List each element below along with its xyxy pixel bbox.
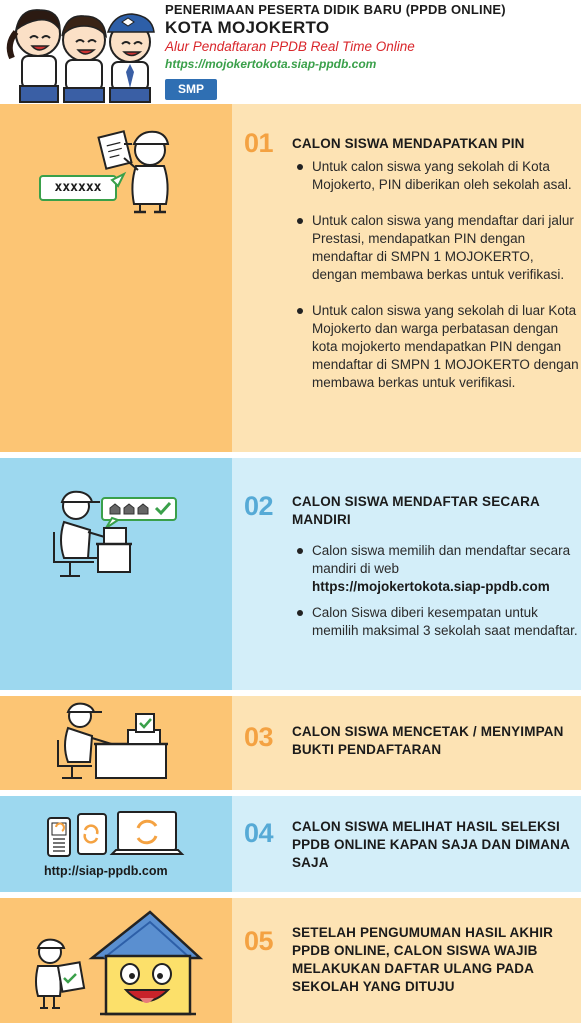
step-03-illustration xyxy=(0,696,232,790)
registration-url-link[interactable]: https://mojokertokota.siap-ppdb.com xyxy=(312,579,550,594)
step-02 xyxy=(0,458,581,690)
step-03-content xyxy=(232,696,581,790)
step-05 xyxy=(0,898,581,1023)
students-illustration-icon xyxy=(2,0,162,104)
step-01-bullets xyxy=(292,158,581,392)
list-item: Untuk calon siswa yang sekolah di luar Kota Mojokerto dan warga perbatasan dengan kota mojokerto mendapatkan PIN dengan mendaftar di SMPN 1 MOJOKERTO dengan membawa berkas untuk verifikasi. xyxy=(292,302,581,392)
step-05-content xyxy=(232,898,581,1023)
step-02-number: 02 xyxy=(244,491,274,521)
step-05-number: 05 xyxy=(244,926,274,956)
list-item: Untuk calon siswa yang mendaftar dari jalur Prestasi, mendapatkan PIN dengan mendaftar di SMPN 1 MOJOKERTO, dengan membawa berkas untuk verifikasi. xyxy=(292,212,581,284)
siap-ppdb-url-label: http://siap-ppdb.com xyxy=(44,864,168,878)
list-item: Untuk calon siswa yang sekolah di Kota Mojokerto, PIN diberikan oleh sekolah asal. xyxy=(292,158,581,194)
page-header xyxy=(0,0,581,104)
step-03 xyxy=(0,696,581,790)
step-02-content xyxy=(232,458,581,690)
step-03-number: 03 xyxy=(244,722,274,752)
list-item xyxy=(292,542,581,596)
header-url-link[interactable]: https://mojokertokota.siap-ppdb.com xyxy=(165,57,377,71)
header-subtitle: Alur Pendaftaran PPDB Real Time Online xyxy=(165,39,415,54)
step-01-content xyxy=(232,104,581,452)
step-05-illustration xyxy=(0,898,232,1023)
step-01-number: 01 xyxy=(244,128,274,158)
step-03-title: CALON SISWA MENCETAK / MENYIMPAN BUKTI PENDAFTARAN xyxy=(292,724,564,757)
school-house-icon xyxy=(0,898,232,1023)
step-02-title: CALON SISWA MENDAFTAR SECARA MANDIRI xyxy=(292,494,540,527)
pin-code-text: xxxxxx xyxy=(54,180,102,195)
step-01-title: CALON SISWA MENDAPATKAN PIN xyxy=(292,136,525,151)
student-printing-icon xyxy=(0,696,232,790)
step-02-bullets xyxy=(292,542,581,640)
step-04-title: CALON SISWA MELIHAT HASIL SELEKSI PPDB ONLINE KAPAN SAJA DAN DIMANA SAJA xyxy=(292,819,570,870)
step-04-illustration xyxy=(0,796,232,892)
student-at-computer-icon xyxy=(0,458,232,690)
step-01 xyxy=(0,104,581,452)
level-badge: SMP xyxy=(165,79,217,100)
list-item: Calon Siswa diberi kesempatan untuk memilih maksimal 3 sekolah saat mendaftar. xyxy=(292,604,581,640)
step-04-number: 04 xyxy=(244,818,274,848)
header-title-line1: PENERIMAAN PESERTA DIDIK BARU (PPDB ONLINE) xyxy=(165,2,506,17)
step-04 xyxy=(0,796,581,892)
bullet-text: Calon siswa memilih dan mendaftar secara mandiri di web xyxy=(312,543,571,576)
student-holding-paper-icon xyxy=(0,104,232,452)
step-05-title: SETELAH PENGUMUMAN HASIL AKHIR PPDB ONLINE, CALON SISWA WAJIB MELAKUKAN DAFTAR ULANG PADA SEKOLAH YANG DITUJU xyxy=(292,925,554,994)
step-02-illustration xyxy=(0,458,232,690)
step-01-illustration xyxy=(0,104,232,452)
header-title-city: KOTA MOJOKERTO xyxy=(165,18,330,37)
step-04-content xyxy=(232,796,581,892)
